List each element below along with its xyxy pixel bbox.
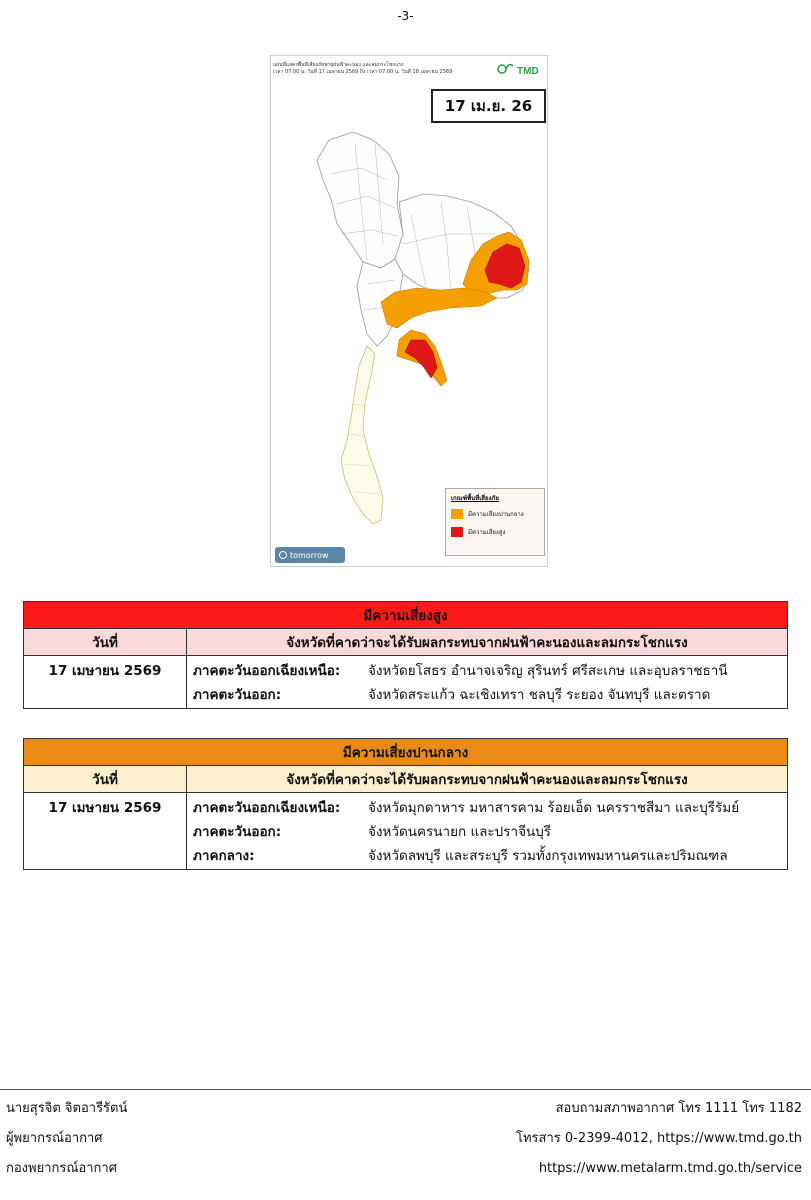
map-header-period: เวลา 07.00 น. วันที่ 17 เมษายน 2569 ถึง เวลา 07.00 น. วันที่ 18 เมษายน 2569 — [273, 69, 453, 75]
risk-map-figure — [270, 55, 548, 567]
footer-signature — [6, 1094, 127, 1184]
logo-text: TMD — [517, 66, 539, 77]
region-label: ภาคตะวันออก: — [193, 687, 282, 703]
tomorrow-logo-icon — [279, 551, 287, 559]
medium-risk-date: 17 เมษายน 2569 — [24, 793, 187, 870]
province-list: จังหวัดมุกดาหาร มหาสารคาม ร้อยเอ็ด นครราชสีมา และบุรีรัมย์ — [368, 800, 740, 816]
province-list: จังหวัดยโสธร อำนาจเจริญ สุรินทร์ ศรีสะเกษ และอุบลราชธานี — [368, 663, 728, 679]
high-risk-col-detail: จังหวัดที่คาดว่าจะได้รับผลกระทบจากฝนฟ้าคะนองและลมกระโชกแรง — [187, 629, 788, 656]
legend-swatch-medium — [451, 509, 463, 519]
forecaster-name: นายสุรจิต จิตอารีรัตน์ — [6, 1101, 128, 1116]
high-risk-table — [23, 601, 788, 709]
legend-item-high — [451, 527, 539, 537]
medium-risk-detail — [187, 793, 788, 870]
province-list: จังหวัดนครนายก และปราจีนบุรี — [368, 824, 552, 840]
medium-risk-col-date: วันที่ — [24, 766, 187, 793]
region-label: ภาคตะวันออก: — [193, 824, 282, 840]
page-number: -3- — [397, 9, 414, 23]
footer-divider — [0, 1089, 811, 1090]
region-south — [341, 346, 383, 524]
high-risk-col-date: วันที่ — [24, 629, 187, 656]
medium-risk-table — [23, 738, 788, 870]
contact-fax-website[interactable]: โทรสาร 0-2399-4012, https://www.tmd.go.th — [516, 1131, 802, 1146]
high-risk-date: 17 เมษายน 2569 — [24, 656, 187, 709]
legend-label-medium: มีความเสี่ยงปานกลาง — [468, 511, 524, 518]
tomorrow-badge — [275, 547, 345, 563]
legend-title: เกณฑ์พื้นที่เสี่ยงภัย — [451, 495, 499, 502]
tomorrow-badge-text: tomorrow — [290, 550, 329, 560]
medium-risk-row — [193, 819, 781, 843]
contact-service-url[interactable]: https://www.metalarm.tmd.go.th/service — [538, 1161, 802, 1176]
high-risk-table-title: มีความเสี่ยงสูง — [24, 602, 788, 629]
region-north — [317, 132, 403, 268]
medium-risk-col-detail: จังหวัดที่คาดว่าจะได้รับผลกระทบจากฝนฟ้าคะนองและลมกระโชกแรง — [187, 766, 788, 793]
legend-swatch-high — [451, 527, 463, 537]
tmd-logo-icon — [495, 60, 543, 78]
map-date-label: 17 เม.ย. 26 — [431, 89, 546, 123]
region-label: ภาคตะวันออกเฉียงเหนือ: — [193, 663, 341, 679]
legend-label-high: มีความเสี่ยงสูง — [468, 529, 506, 536]
province-list: จังหวัดลพบุรี และสระบุรี รวมทั้งกรุงเทพมหานครและปริมณฑล — [368, 848, 728, 864]
region-label: ภาคตะวันออกเฉียงเหนือ: — [193, 800, 341, 816]
central-medium-risk-area — [381, 288, 497, 328]
high-risk-row — [193, 682, 781, 706]
medium-risk-row — [193, 795, 781, 819]
forecast-division: กองพยากรณ์อากาศ — [6, 1161, 117, 1176]
map-header-title: แผนที่แสดงพื้นที่เสี่ยงภัยพายุฝนฟ้าคะนอง และลมกระโชกแรง — [273, 62, 404, 68]
footer-contact — [516, 1094, 802, 1184]
province-list: จังหวัดสระแก้ว ฉะเชิงเทรา ชลบุรี ระยอง จันทบุรี และตราด — [368, 687, 711, 703]
high-risk-row — [193, 658, 781, 682]
forecaster-title: ผู้พยากรณ์อากาศ — [6, 1131, 103, 1146]
legend-item-medium — [451, 509, 539, 519]
map-legend — [445, 488, 545, 556]
medium-risk-table-title: มีความเสี่ยงปานกลาง — [24, 739, 788, 766]
region-label: ภาคกลาง: — [193, 848, 255, 864]
high-risk-detail — [187, 656, 788, 709]
contact-phone: สอบถามสภาพอากาศ โทร 1111 โทร 1182 — [555, 1101, 802, 1116]
medium-risk-row — [193, 843, 781, 867]
